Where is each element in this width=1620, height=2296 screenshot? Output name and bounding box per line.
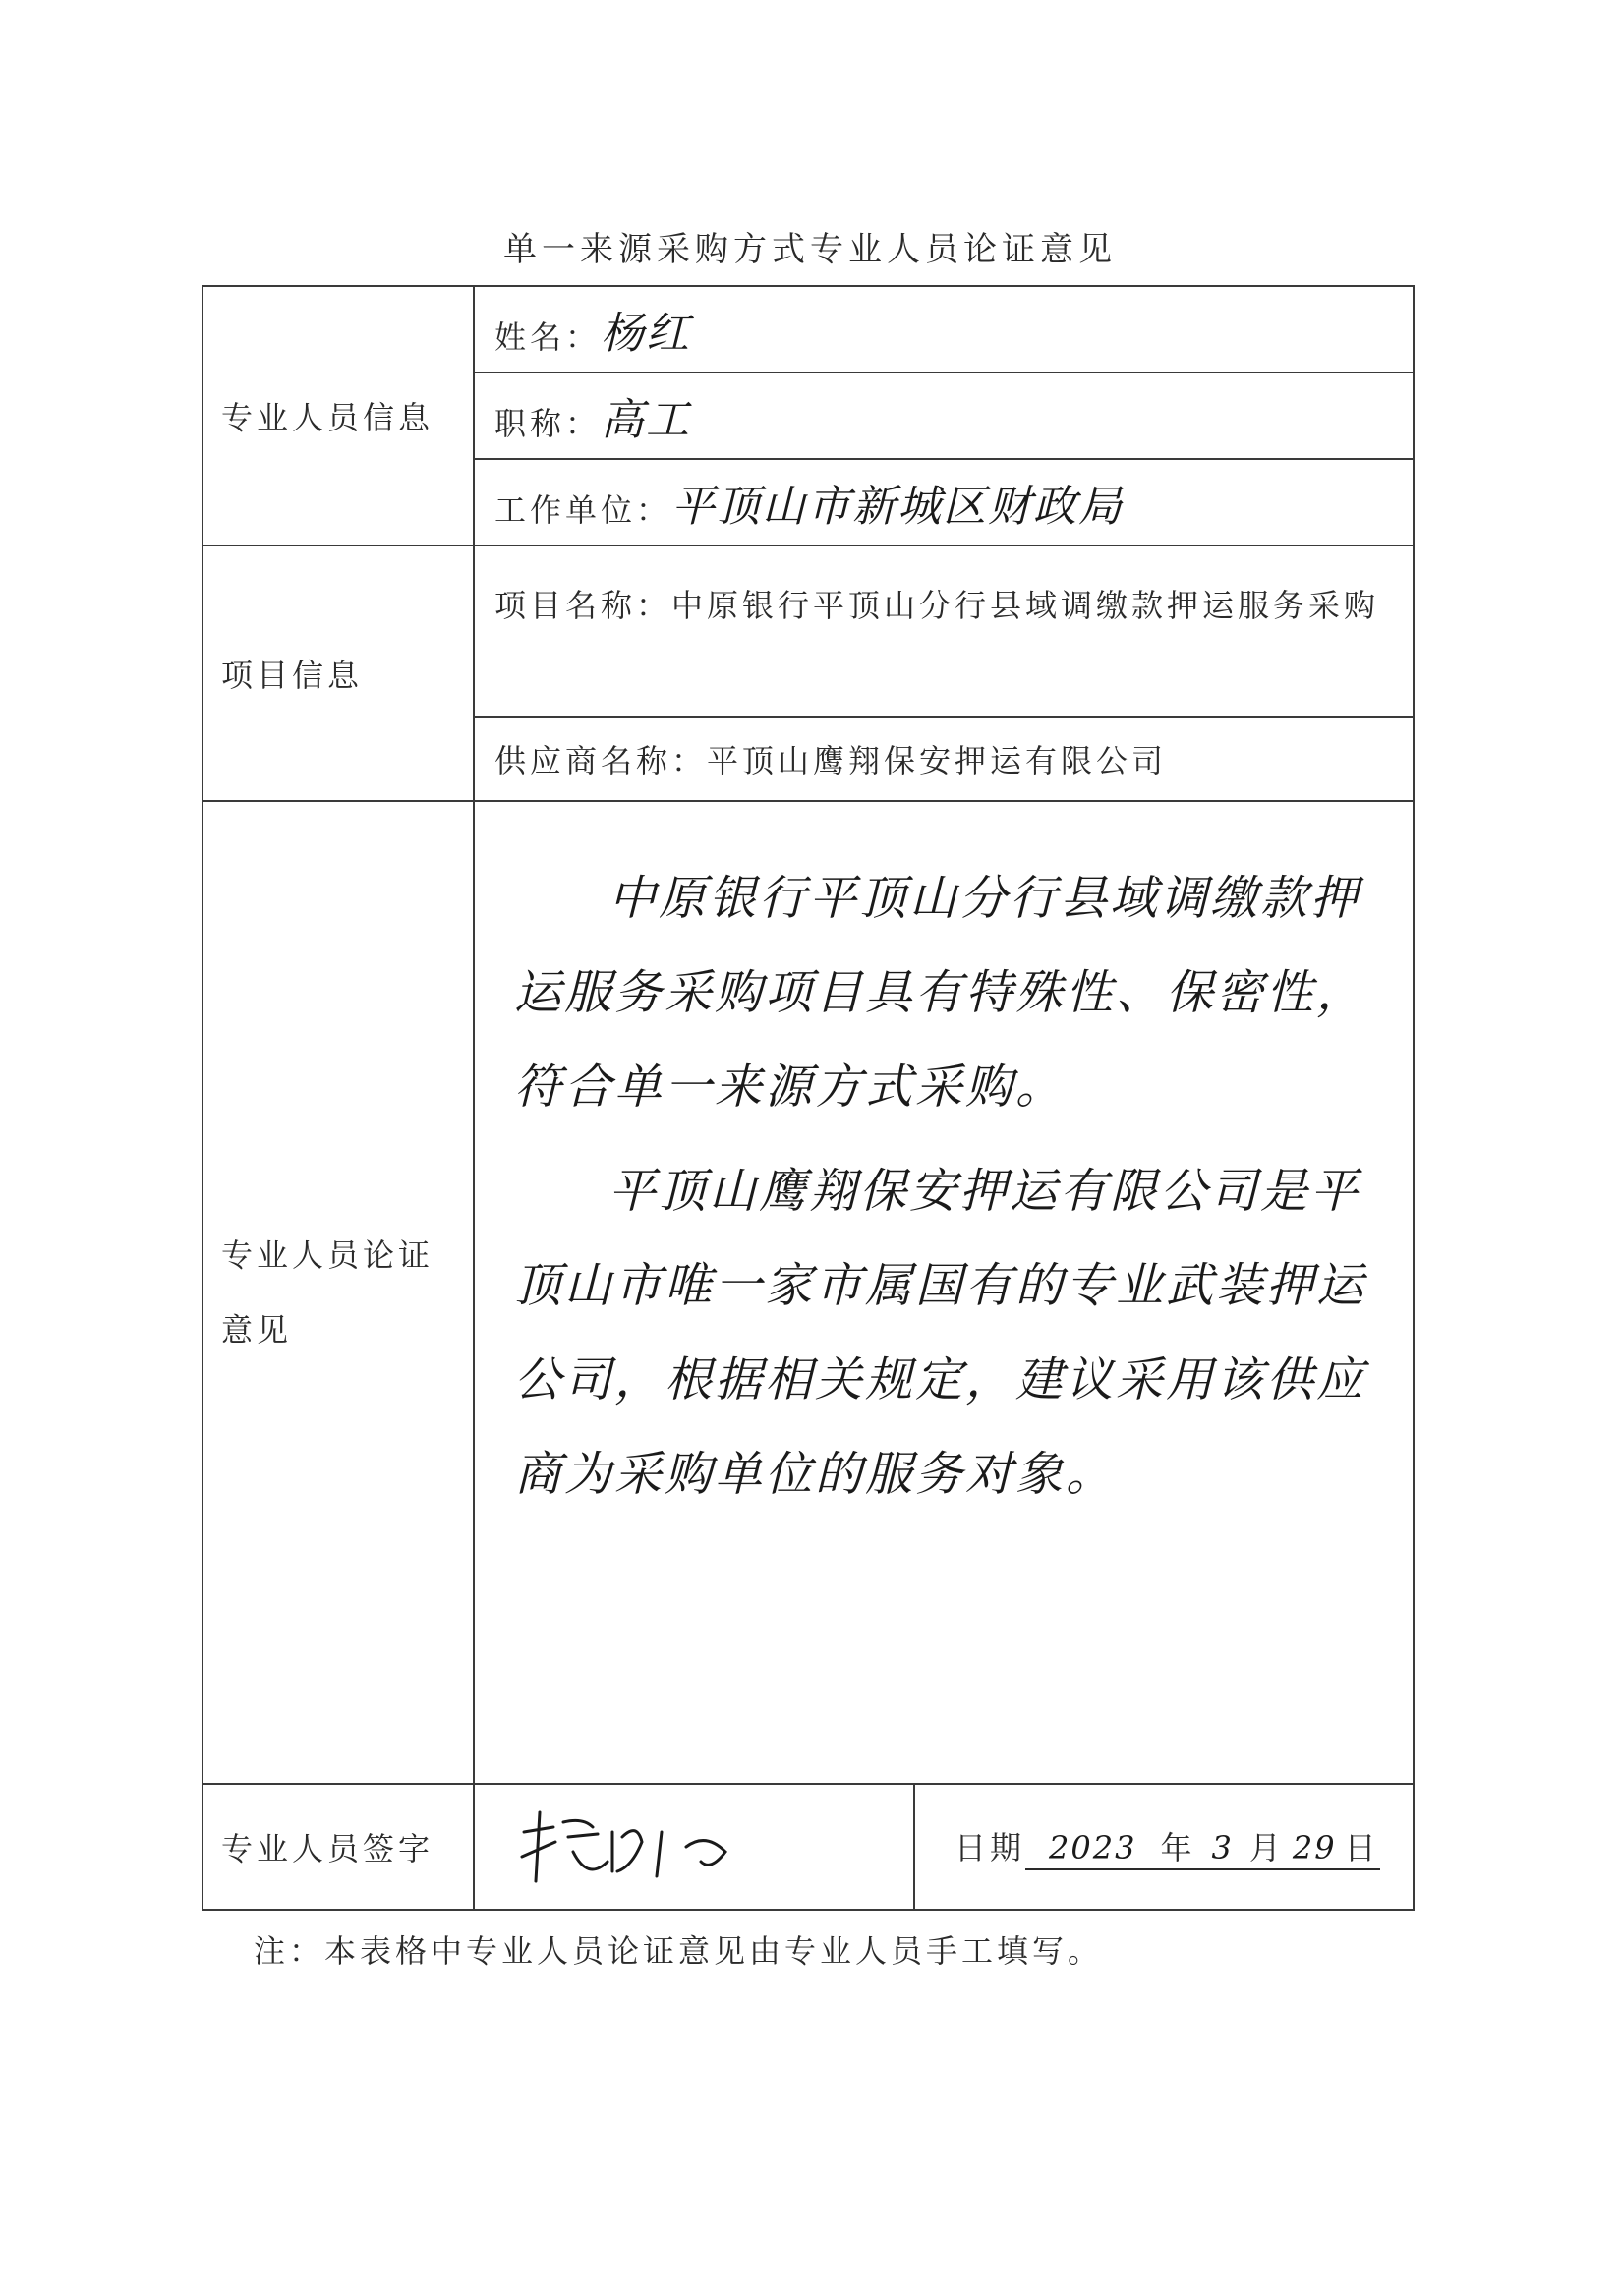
opinion-content <box>474 801 1414 1784</box>
opinion-paragraph-1: 中原银行平顶山分行县域调缴款押运服务采购项目具有特殊性、保密性，符合单一来源方式采购。 <box>514 871 1367 1115</box>
date-line <box>1025 1823 1380 1870</box>
signature-cell <box>474 1784 914 1910</box>
opinion-paragraph-2: 平顶山鹰翔保安押运有限公司是平顶山市唯一家市属国有的专业武装押运公司，根据相关规定，建议采用该供应商为采购单位的服务对象。 <box>514 1164 1367 1502</box>
title-label: 职称： <box>494 405 602 442</box>
name-row <box>474 286 1414 373</box>
opinion-form-table <box>202 285 1415 1911</box>
title-row <box>474 373 1414 459</box>
title-value: 高工 <box>601 395 692 445</box>
name-label: 姓名： <box>494 318 602 356</box>
name-value: 杨红 <box>601 309 692 359</box>
unit-label: 工作单位： <box>494 491 672 529</box>
date-label: 日期 <box>955 1829 1026 1866</box>
supplier-row <box>474 717 1414 801</box>
project-info-category: 项目信息 <box>202 545 474 801</box>
footnote: 注：本表格中专业人员论证意见由专业人员手工填写。 <box>254 1932 1104 1970</box>
handwritten-signature <box>514 1803 750 1891</box>
date-day: 29 <box>1292 1829 1337 1866</box>
date-cell <box>914 1784 1414 1910</box>
date-year: 2023 <box>1049 1829 1137 1866</box>
year-unit: 年 <box>1160 1829 1196 1866</box>
project-name-row <box>474 545 1414 717</box>
page-title: 单一来源采购方式专业人员论证意见 <box>503 230 1117 269</box>
month-unit: 月 <box>1248 1829 1285 1866</box>
supplier-label: 供应商名称： <box>494 742 708 779</box>
signature-category: 专业人员签字 <box>202 1784 474 1910</box>
personnel-info-category: 专业人员信息 <box>202 286 474 545</box>
date-month: 3 <box>1211 1829 1234 1866</box>
opinion-category: 专业人员论证意见 <box>202 801 474 1784</box>
project-name-label: 项目名称： <box>494 587 672 624</box>
supplier-value: 平顶山鹰翔保安押运有限公司 <box>707 742 1168 779</box>
project-name-value: 中原银行平顶山分行县域调缴款押运服务采购 <box>671 587 1380 624</box>
unit-value: 平顶山市新城区财政局 <box>671 482 1125 532</box>
unit-row <box>474 459 1414 545</box>
day-unit: 日 <box>1344 1829 1380 1866</box>
